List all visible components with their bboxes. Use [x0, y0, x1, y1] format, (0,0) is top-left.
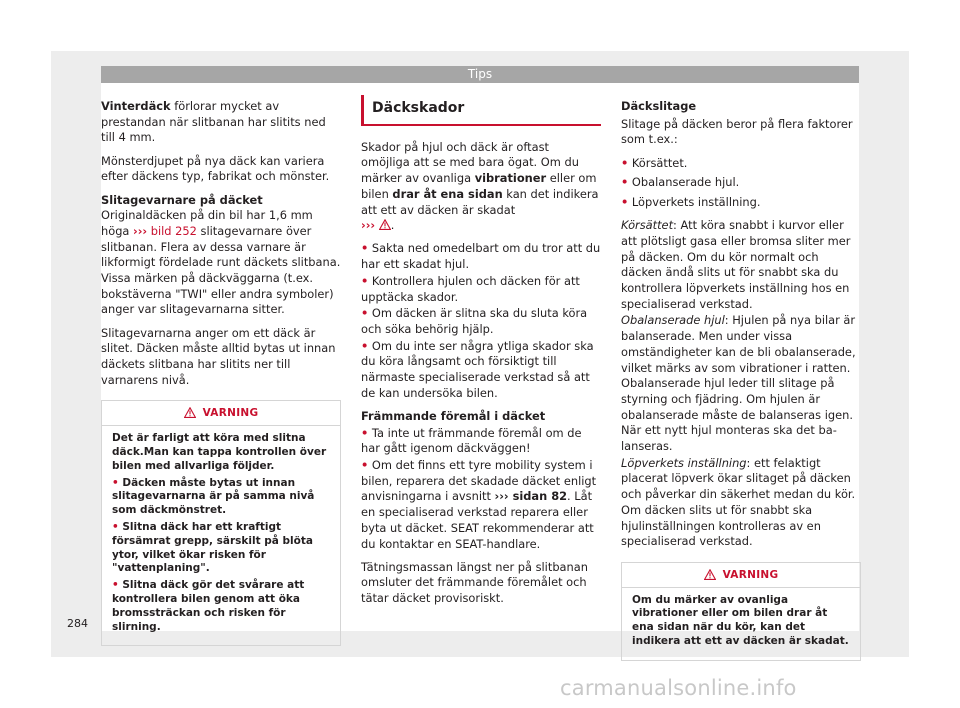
bullet-icon: • — [361, 458, 369, 473]
sealant-paragraph: Tätningsmassan längst ner på slitbanan omsluter det främmande föremålet och tätar däcket provisoriskt. — [361, 559, 588, 606]
section-header-bar: Tips — [101, 66, 859, 83]
warning-header: VARNING — [622, 563, 860, 588]
warning-triangle-icon — [379, 219, 391, 230]
warning-intro: Det är farligt att köra med slitna däck.Man kan tappa kontrollen över bilen med allvarliga följder. — [112, 432, 327, 472]
watermark-logo: carmanualsonline.info — [560, 676, 797, 700]
wear-indicator-note: Slitagevarnarna anger om ett däck är slitet. Däcken måste alltid bytas ut innan däckets slitbana har slitits ner till varnarens nivå. — [101, 325, 336, 387]
alignment-paragraph: Löpverkets inställning: ett felaktigt placerat löpverk ökar slitaget på däcken och påverkar din säkerhet medan du kör. Om däcken slits ut för snabbt ska hjulinställningen kontrolleras av en specialiserad verkstad. — [621, 455, 856, 549]
unbalanced-wheels-paragraph: Obalanserade hjul: Hjulen på nya bilar är balanserade. Men under vissa omständigheter kan de bli obalanserade, vilket märks av som vibrationer i ratten. Obalanserade hjul leder till slitage på styrning och fjädring. Om hjulen är obalanserade måste de balanseras igen. När ett nytt hjul monteras ska det balanseras. — [621, 313, 856, 454]
warning-triangle-icon — [184, 407, 196, 418]
bullet-icon: • — [361, 425, 369, 440]
bullet-icon: • — [621, 175, 629, 190]
list-item: • Om det finns ett tyre mobility system i bilen, reparera det skadade däcket enligt anvisningarna i avsnitt ››› sidan 82. Låt en specialiserad verkstad reparera eller byta ut däcket. SEAT rekommenderar att du kontaktar en SEAT-handlare. — [361, 458, 597, 551]
tire-wear-heading: Däckslitage — [621, 99, 697, 113]
list-item: • Körsättet. — [621, 155, 688, 170]
list-item: • Ta inte ut främmande föremål om de har gått igenom däckväggen! — [361, 425, 582, 456]
wear-indicator-paragraph: Originaldäcken på din bil har 1,6 mm höga ››› bild 252 slitagevarnare över slitbanan. Flera av dessa varnare är likformigt fördelade runt däckets slitbana. Vissa märken på däckväggarna (t.ex. bokstäverna "TWI" eller andra symboler) anger var slitagevarnarna sitter. — [101, 208, 341, 317]
bullet-icon: • — [112, 520, 119, 533]
list-item: • Kontrollera hjulen och däcken för att upptäcka skador. — [361, 273, 580, 304]
warning-item: • Däcken måste bytas ut innan slitagevarnarna är på samma nivå som däckmönstret. — [112, 476, 315, 517]
warning-box — [101, 400, 341, 646]
list-item: • Obalanserade hjul. — [621, 175, 740, 190]
column-3 — [621, 99, 861, 661]
list-item: • Om du inte ser några ytliga skador ska du köra långsamt och försiktigt till närmaste specialiserade verkstad så att de kan undersöka bilen. — [361, 338, 594, 400]
bullet-icon: • — [361, 273, 369, 288]
figure-link-arrow[interactable]: ››› — [133, 223, 148, 238]
column-1 — [101, 99, 341, 646]
warning-box — [621, 562, 861, 661]
warning-body — [622, 588, 860, 660]
tread-depth-paragraph: Mönsterdjupet på nya däck kan variera efter däckens typ, fabrikat och mönster. — [101, 153, 330, 184]
warning-item: • Slitna däck gör det svårare att kontrollera bilen genom att öka bromssträckan och risken för slirning. — [112, 579, 305, 633]
column-2 — [361, 95, 601, 614]
tire-wear-intro: Slitage på däcken beror på flera faktorer som t.ex.: — [621, 116, 853, 147]
bullet-icon: • — [621, 195, 629, 210]
warning-body — [102, 426, 340, 645]
bullet-icon: • — [361, 241, 369, 256]
list-item: • Om däcken är slitna ska du sluta köra och söka behörig hjälp. — [361, 306, 588, 336]
foreign-objects-heading: Främmande föremål i däcket — [361, 408, 546, 423]
page-number: 284 — [67, 617, 88, 630]
page-link[interactable]: ››› sidan 82 — [494, 489, 568, 504]
bullet-icon: • — [112, 476, 119, 489]
warning-text: Om du märker av ovanliga vibrationer eller om bilen drar åt ena sidan när du kör, kan det indikera att ett av däcken är skadat. — [632, 593, 849, 648]
tire-damage-intro: Skador på hjul och däck är oftast omöjliga att se med bara ögat. Om du märker av ovanliga vibrationer eller om bilen drar åt ena sidan kan det indikera att ett av däcken är skadat ››› . — [361, 139, 599, 233]
warning-reference-arrow[interactable]: ››› — [361, 218, 376, 233]
bullet-icon: • — [621, 155, 629, 170]
list-item: • Sakta ned omedelbart om du tror att du har ett skadat hjul. — [361, 241, 601, 272]
warning-triangle-icon — [704, 569, 716, 580]
wear-indicator-section: Slitagevarnare på däcket — [101, 192, 263, 207]
bullet-icon: • — [361, 338, 369, 353]
driving-style-paragraph: Körsättet: Att köra snabbt i kurvor eller att plötsligt gasa eller bromsa sliter mer på däcken. Om du kör normalt och däcken ändå slits ut för snabbt ska du kontrollera löpverkets inställning hos en specialiserad verkstad. — [621, 218, 851, 311]
winter-tires-paragraph: Vinterdäck förlorar mycket av prestandan när slitbanan har slitits ned till 4 mm. — [101, 99, 326, 145]
section-title: Däckskador — [361, 95, 601, 126]
warning-item: • Slitna däck har ett kraftigt försämrat grepp, särskilt på blöta ytor, vilket ökar risken för "vattenplaning". — [112, 520, 313, 575]
bullet-icon: • — [361, 306, 369, 321]
bullet-icon: • — [112, 579, 119, 592]
list-item: • Löpverkets inställning. — [621, 195, 761, 210]
figure-link[interactable]: bild 252 — [150, 223, 197, 238]
warning-header: VARNING — [102, 401, 340, 426]
